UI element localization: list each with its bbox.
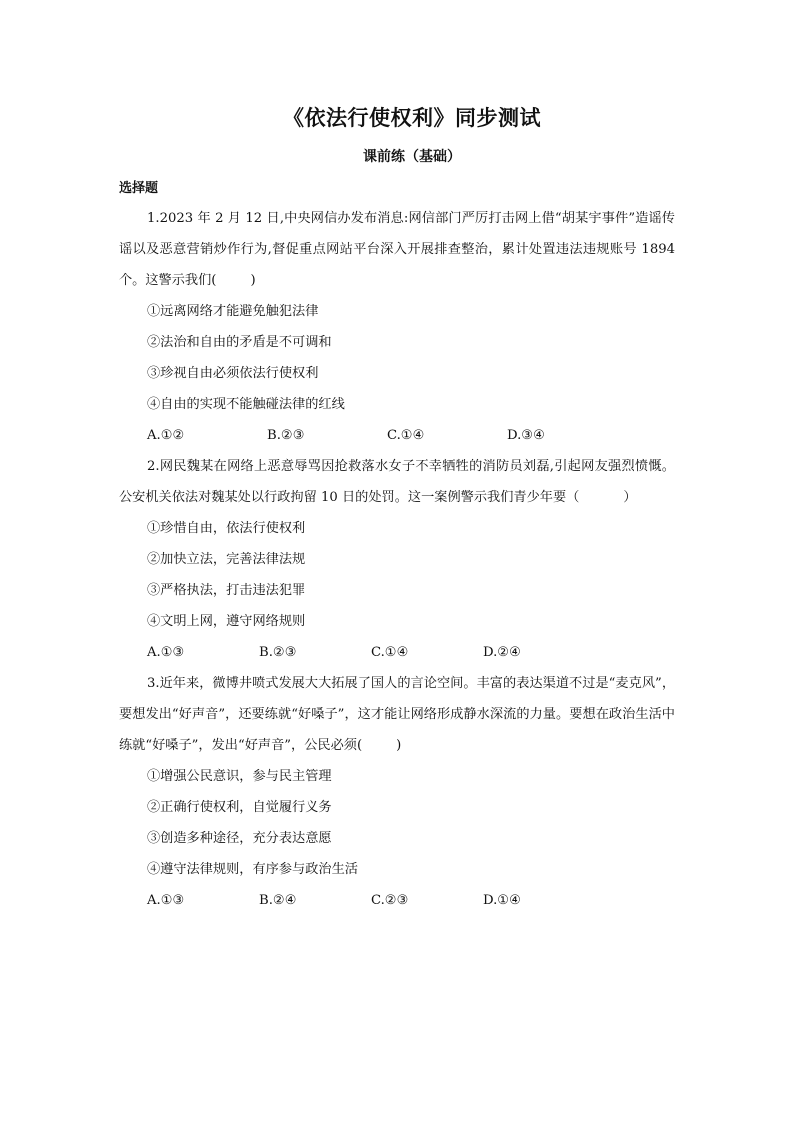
question-2-stem — [119, 451, 675, 513]
question-3-option-3: ③创造多种途径，充分表达意愿 — [147, 831, 332, 846]
question-1-stem-text: 1.2023 年 2 月 12 日,中央网信办发布消息:网信部门严厉打击网上借“胡某宇事件”造谣传谣以及恶意营销炒作行为,督促重点网站平台深入开展排查整治，累计处置违法违规账号 1894 个。这警示我们( — [119, 211, 675, 288]
question-2-option-3: ③严格执法，打击违法犯罪 — [147, 583, 306, 598]
question-1-choice-b: B.②③ — [267, 428, 305, 443]
question-2-choice-c: C.①④ — [371, 645, 409, 660]
question-2-choice-d: D.②④ — [483, 645, 521, 660]
question-2-stem-text: 2.网民魏某在网络上恶意辱骂因抢救落水女子不幸牺牲的消防员刘磊,引起网友强烈愤慨。公安机关依法对魏某处以行政拘留 10 日的处罚。这一案例警示我们青少年要（ — [119, 459, 675, 505]
question-3-choice-b: B.②④ — [259, 893, 297, 908]
question-1-choice-c: C.①④ — [387, 428, 425, 443]
question-3-choice-a: A.①③ — [147, 893, 185, 908]
question-3-option-2: ②正确行使权利，自觉履行义务 — [147, 800, 332, 815]
question-3-stem-end: ) — [396, 738, 402, 753]
question-1-option-4: ④自由的实现不能触碰法律的红线 — [147, 397, 345, 412]
question-2-choice-b: B.②③ — [259, 645, 297, 660]
document-title: 《依法行使权利》同步测试 — [283, 105, 541, 130]
question-2-stem-end: ） — [623, 490, 637, 505]
question-1-option-3: ③珍视自由必须依法行使权利 — [147, 366, 319, 381]
question-3 — [119, 668, 675, 916]
document-subtitle: 课前练（基础） — [363, 149, 461, 165]
question-2 — [119, 451, 675, 668]
question-1 — [119, 203, 675, 451]
question-1-stem — [119, 203, 675, 296]
question-2-option-4: ④文明上网，遵守网络规则 — [147, 614, 306, 629]
question-1-stem-end: ) — [250, 273, 256, 288]
question-list — [119, 203, 675, 916]
question-3-option-1: ①增强公民意识，参与民主管理 — [147, 769, 332, 784]
question-1-choice-a: A.①② — [147, 428, 185, 443]
question-3-stem — [119, 668, 675, 761]
question-1-choices — [119, 420, 675, 451]
question-2-option-1: ①珍惜自由，依法行使权利 — [147, 521, 306, 536]
question-2-option-2: ②加快立法，完善法律法规 — [147, 552, 306, 567]
question-3-choice-c: C.②③ — [371, 893, 409, 908]
question-3-stem-text: 3.近年来，微博井喷式发展大大拓展了国人的言论空间。丰富的表达渠道不过是“麦克风”，要想发出“好声音”，还要练就“好嗓子”，这才能让网络形成静水深流的力量。要想在政治生活中练就“好嗓子”，发出“好声音”，公民必须( — [119, 676, 675, 753]
question-3-option-4: ④遵守法律规则，有序参与政治生活 — [147, 862, 358, 877]
question-1-option-1: ①远离网络才能避免触犯法律 — [147, 304, 319, 319]
question-3-choices — [119, 885, 675, 916]
question-1-choice-d: D.③④ — [507, 428, 545, 443]
question-2-choices — [119, 637, 675, 668]
section-heading: 选择题 — [119, 181, 159, 196]
question-3-choice-d: D.①④ — [483, 893, 521, 908]
question-1-option-2: ②法治和自由的矛盾是不可调和 — [147, 335, 332, 350]
question-2-choice-a: A.①③ — [147, 645, 185, 660]
